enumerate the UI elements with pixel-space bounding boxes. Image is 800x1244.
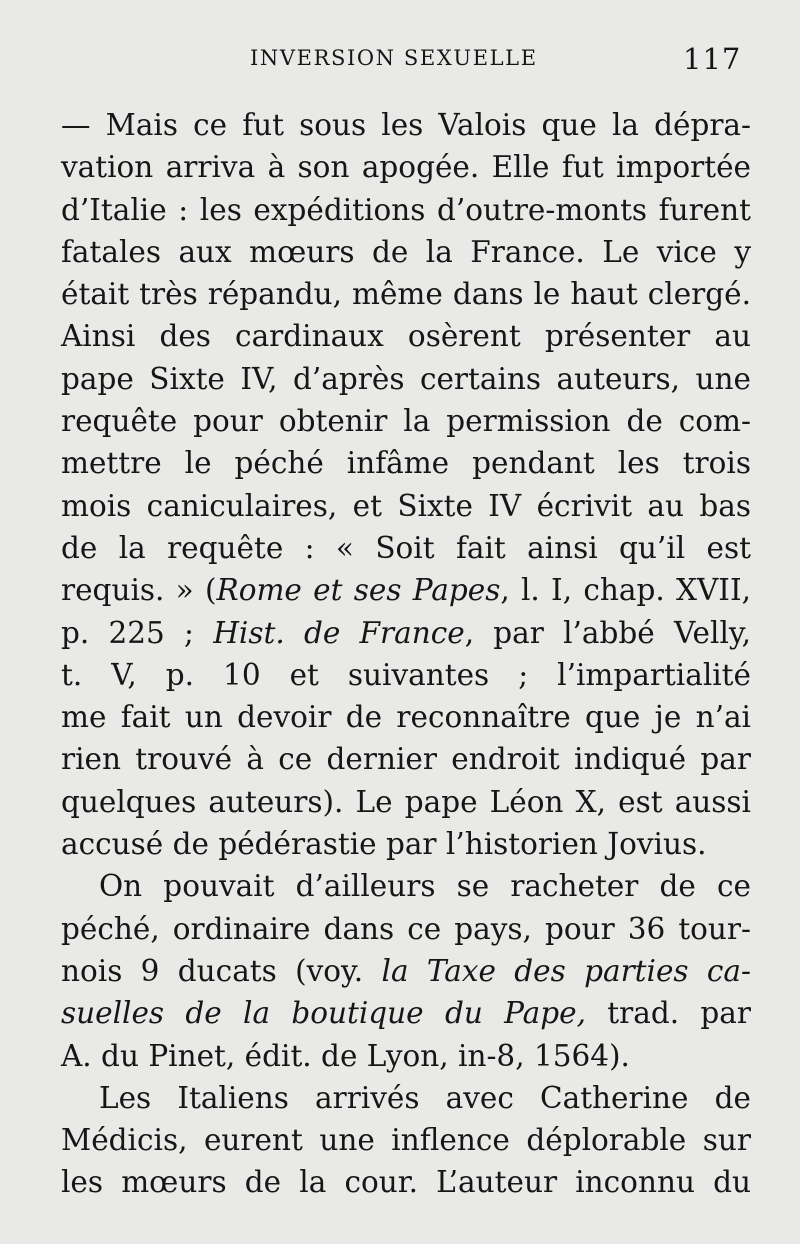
text-line: Médicis, eurent une inflence déplorable sur xyxy=(61,1123,751,1158)
text-line xyxy=(61,569,751,611)
text-line: — Mais ce fut sous les Valois que la dépra- xyxy=(61,108,751,142)
text-line: pape Sixte IV, d’après certains auteurs, une xyxy=(61,361,751,396)
text-run: nois 9 ducats (voy. xyxy=(61,953,382,988)
text-line: de la requête : « Soit fait ainsi qu’il est xyxy=(61,530,751,565)
citation-title: Rome et ses Papes xyxy=(216,573,501,608)
text-line: A. du Pinet, édit. de Lyon, in-8, 1564). xyxy=(61,1038,630,1073)
text-line xyxy=(61,992,751,1034)
text-line: me fait un devoir de reconnaître que je n’ai xyxy=(61,700,751,735)
text-line xyxy=(61,950,751,992)
text-line: d’Italie : les expéditions d’outre-monts furent xyxy=(61,192,751,227)
text-line: était très répandu, même dans le haut clergé. xyxy=(61,277,751,312)
text-line: On pouvait d’ailleurs se racheter de ce xyxy=(99,869,751,904)
page-number: 117 xyxy=(683,42,742,76)
text-line: accusé de pédérastie par l’historien Jovius. xyxy=(61,827,707,862)
text-line: mois caniculaires, et Sixte IV écrivit au bas xyxy=(61,488,751,523)
citation-title: suelles de la boutique du Pape, xyxy=(61,996,586,1031)
citation-title: la Taxe des parties ca- xyxy=(381,953,751,988)
page-header xyxy=(0,42,800,82)
text-line: rien trouvé à ce dernier endroit indiqué par xyxy=(61,742,751,777)
text-run: , par l’abbé Velly, xyxy=(464,615,752,650)
text-line: t. V, p. 10 et suivantes ; l’impartialité xyxy=(61,657,751,692)
text-line: quelques auteurs). Le pape Léon X, est aussi xyxy=(61,784,751,819)
text-run: , l. I, chap. XVII, xyxy=(500,573,751,608)
text-line: Ainsi des cardinaux osèrent présenter au xyxy=(61,319,751,354)
text-run: trad. par xyxy=(585,996,751,1031)
text-line: fatales aux mœurs de la France. Le vice y xyxy=(61,234,751,269)
text-line: péché, ordinaire dans ce pays, pour 36 tour- xyxy=(61,911,751,946)
text-line xyxy=(61,612,751,654)
citation-title: Hist. de France xyxy=(213,615,465,650)
text-run: requis. » ( xyxy=(61,573,217,608)
text-line: vation arriva à son apogée. Elle fut importée xyxy=(61,150,751,185)
body-text xyxy=(61,104,751,1204)
text-run: p. 225 ; xyxy=(61,615,214,650)
text-line: les mœurs de la cour. L’auteur inconnu du xyxy=(61,1165,751,1200)
text-line: requête pour obtenir la permission de com- xyxy=(61,404,751,439)
running-title: INVERSION SEXUELLE xyxy=(250,46,538,70)
text-line: mettre le péché infâme pendant les trois xyxy=(61,446,751,481)
text-line: Les Italiens arrivés avec Catherine de xyxy=(99,1080,751,1115)
